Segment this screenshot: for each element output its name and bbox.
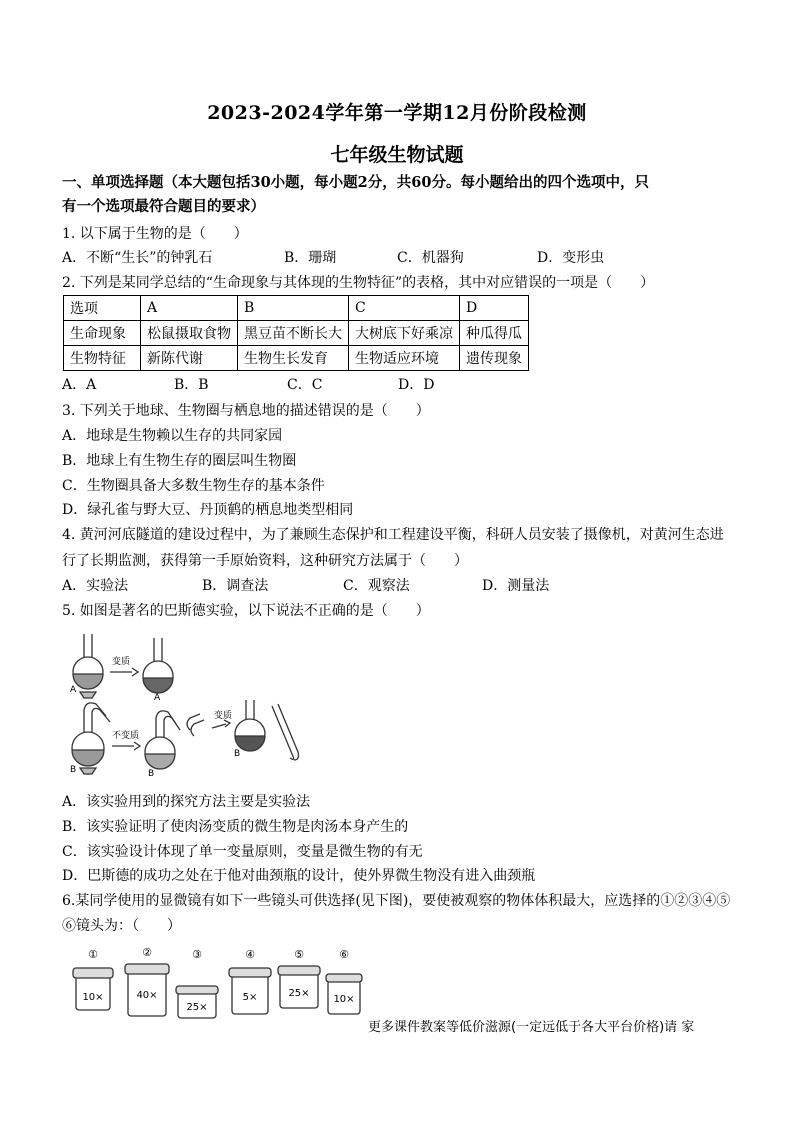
label-spoiled-b: 变质 [214,711,233,721]
lens-number-2: ② [142,946,152,959]
q5-option-a: A．该实验用到的探究方法主要是实验法 [62,794,311,810]
table-row [64,346,529,371]
lens-mag-4: 5× [242,992,258,1003]
q2-table [63,295,529,371]
label-not-spoiled: 不变质 [112,731,140,741]
label-flask-a2: A [154,693,161,703]
lens-number-6: ⑥ [339,948,349,961]
lens-number-5: ⑤ [294,948,304,961]
q2-option-c: C．C [287,377,323,393]
q1-option-c: C．机器狗 [397,250,464,266]
label-spoiled-a: 变质 [112,657,131,667]
q4-option-b: B．调查法 [202,578,269,594]
q4-options [62,577,549,595]
q4-stem-line2: 行了长期监测，获得第一手原始资料，这种研究方法属于（ ） [62,553,468,569]
pasteur-experiment-figure [66,626,346,782]
q1-stem: 1. 以下属于生物的是（ ） [62,226,248,242]
section1-heading-line2: 有一个选项最符合题目的要求） [62,198,265,215]
q3-option-a: A．地球是生物赖以生存的共同家园 [62,428,283,444]
q1-option-a: A．不断“生长”的钟乳石 [62,250,213,266]
lens-mag-2: 40× [136,990,158,1001]
table-cell: 选项 [64,296,141,321]
table-cell: B [238,296,349,321]
lens-number-1: ① [88,948,98,961]
q2-options [62,376,434,394]
q4-option-d: D．测量法 [482,578,550,594]
q3-option-c: C．生物圈具备大多数生物生存的基本条件 [62,478,325,494]
label-flask-b2: B [148,769,155,779]
lens-mag-1: 10× [82,992,104,1003]
table-cell: 种瓜得瓜 [460,321,529,346]
lens-mag-3: 25× [186,1002,208,1013]
lens-mag-5: 25× [288,988,310,999]
q3-stem: 3. 下列关于地球、生物圈与栖息地的描述错误的是（ ） [62,403,430,419]
q5-stem: 5. 如图是著名的巴斯德实验，以下说法不正确的是（ ） [62,603,430,619]
section1-heading-line1: 一、单项选择题（本大题包括30小题，每小题2分，共60分。每小题给出的四个选项中，只 [62,174,649,191]
q2-option-a: A．A [62,377,97,393]
q1-option-b: B．珊瑚 [284,250,337,266]
q5-option-d: D．巴斯德的成功之处在于他对曲颈瓶的设计，使外界微生物没有进入曲颈瓶 [62,868,536,884]
q2-option-d: D．D [398,377,435,393]
q6-stem-line1: 6.某同学使用的显微镜有如下一些镜头可供选择(见下图)，要使被观察的物体体积最大，应选择的①②③④⑤ [62,893,731,909]
table-cell: 生物适应环境 [349,346,460,371]
q5-option-c: C．该实验设计体现了单一变量原则，变量是微生物的有无 [62,844,423,860]
q4-stem-line1: 4. 黄河河底隧道的建设过程中，为了兼顾生态保护和工程建设平衡，科研人员安装了摄像机，对黄河生态进 [62,527,724,543]
table-row [64,321,529,346]
table-cell: 松鼠摄取食物 [141,321,238,346]
table-cell: 生物生长发育 [238,346,349,371]
label-flask-b3: B [234,749,241,759]
exam-subtitle: 七年级生物试题 [330,144,464,166]
q3-option-d: D．绿孔雀与野大豆、丹顶鹤的栖息地类型相同 [62,502,354,518]
table-cell: C [349,296,460,321]
exam-title: 2023-2024学年第一学期12月份阶段检测 [207,102,587,124]
q4-option-c: C．观察法 [343,578,410,594]
table-cell: 大树底下好乘凉 [349,321,460,346]
q3-option-b: B．地球上有生物生存的圈层叫生物圈 [62,453,297,469]
lens-number-3: ③ [192,948,202,961]
q2-option-b: B．B [174,377,209,393]
table-cell: 黑豆苗不断长大 [238,321,349,346]
table-cell: 生命现象 [64,321,141,346]
table-cell: D [460,296,529,321]
table-cell: 新陈代谢 [141,346,238,371]
table-cell: 遗传现象 [460,346,529,371]
table-cell: 生物特征 [64,346,141,371]
label-flask-b1: B [70,765,77,775]
microscope-lenses-figure [66,944,366,1024]
table-cell: A [141,296,238,321]
footer-promo-text: 更多课件教案等低价滋源(一定远低于各大平台价格)请 家 [368,1020,695,1035]
q1-options [62,249,604,267]
label-flask-a1: A [70,685,77,695]
q1-option-d: D．变形虫 [537,250,605,266]
q2-stem: 2. 下列是某同学总结的“生命现象与其体现的生物特征”的表格，其中对应错误的一项是（ ） [62,275,655,291]
q4-option-a: A．实验法 [62,578,129,594]
table-row [64,296,529,321]
q6-stem-line2: ⑥镜头为：（ ） [62,918,181,934]
q5-option-b: B．该实验证明了使肉汤变质的微生物是肉汤本身产生的 [62,819,409,835]
lens-mag-6: 10× [333,994,355,1005]
lens-number-4: ④ [245,948,255,961]
